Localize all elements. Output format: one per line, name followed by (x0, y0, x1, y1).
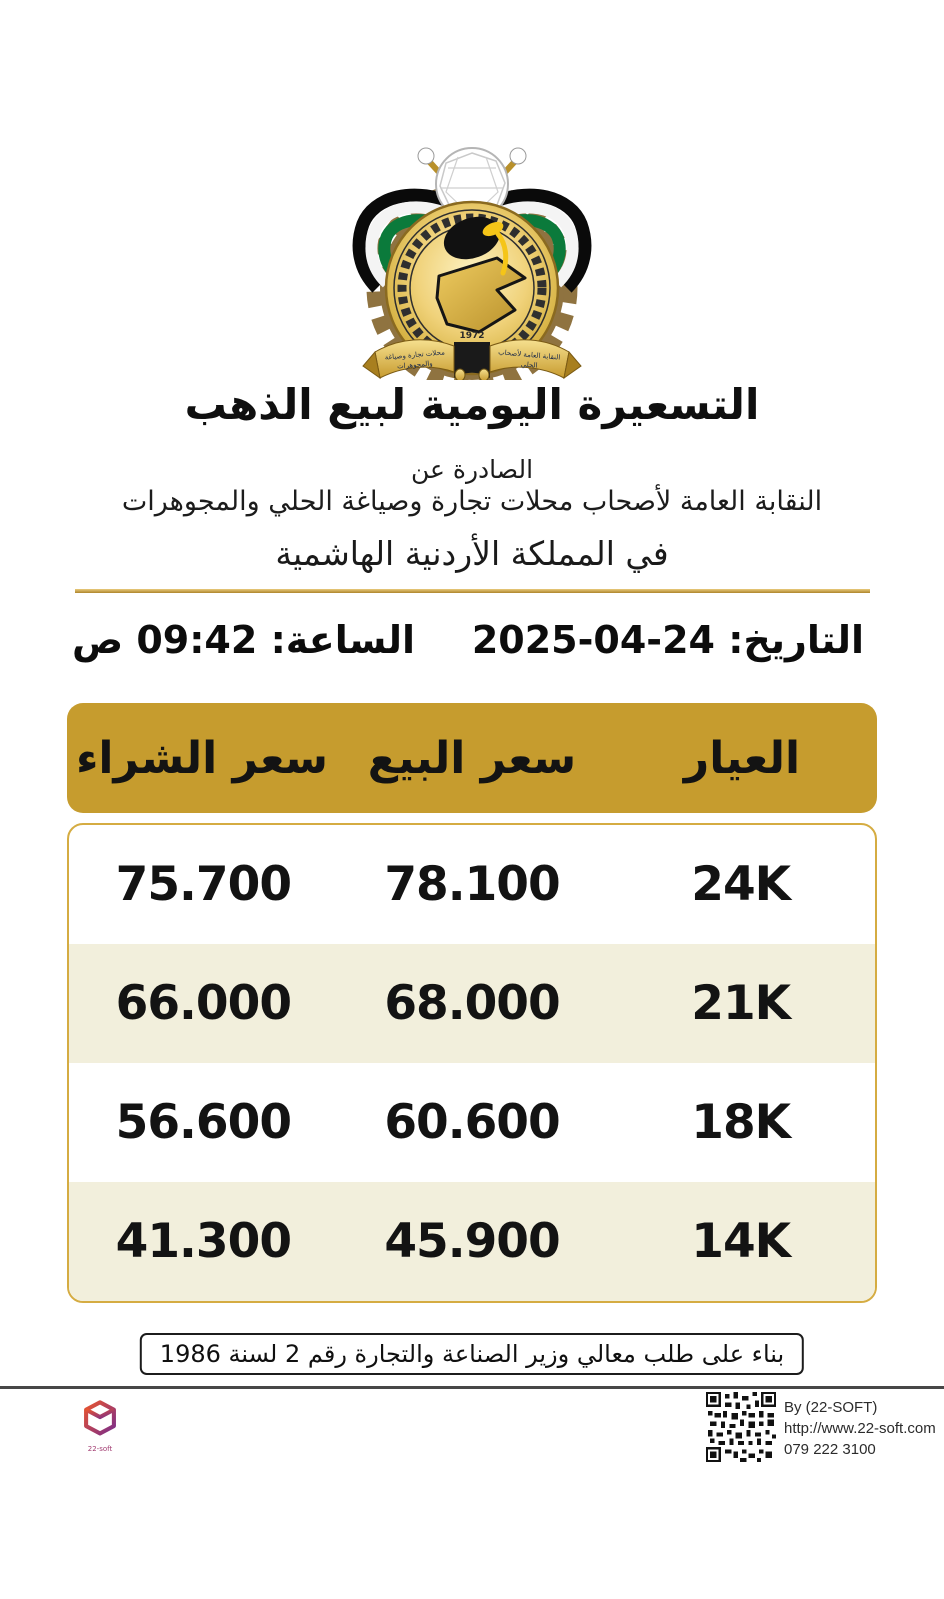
table-row-21k (69, 944, 875, 1063)
pole-tip-right (510, 148, 526, 164)
price-table-header (67, 703, 877, 813)
issued-by-label: الصادرة عن (410, 455, 534, 484)
sell-price-cell: 45.900 (384, 1214, 560, 1269)
date-label: التاريخ: (728, 618, 864, 662)
sell-column-header: سعر البيع (367, 732, 577, 784)
table-row-14k (69, 1182, 875, 1301)
karat-column-header: العيار (683, 732, 801, 784)
ribbon-text-left-1: محلات تجارة وصياغة (384, 348, 446, 362)
buy-price-cell: 75.700 (115, 857, 292, 912)
credits-phone: 079 222 3100 (784, 1441, 876, 1458)
time-label: الساعة: (270, 618, 415, 662)
karat-cell: 18K (691, 1095, 791, 1150)
karat-cell: 14K (691, 1214, 791, 1269)
buy-column-header: سعر الشراء (75, 732, 329, 784)
ribbon-text-right-2: الحلي (520, 360, 538, 370)
buy-price-cell: 66.000 (115, 976, 292, 1031)
date-field (472, 618, 864, 662)
page-title: التسعيرة اليومية لبيع الذهب (184, 380, 760, 429)
syndicate-emblem (347, 126, 597, 380)
datetime-row (72, 618, 864, 662)
country-name: في المملكة الأردنية الهاشمية (275, 534, 669, 573)
karat-cell: 21K (691, 976, 791, 1031)
pole-tip-left (418, 148, 434, 164)
table-row-24k (69, 825, 875, 944)
ministry-note: بناء على طلب معالي وزير الصناعة والتجارة رقم 2 لسنة 1986 (140, 1333, 804, 1375)
footer-separator (0, 1386, 944, 1389)
ribbon-text-right-1: النقابة العامة لأصحاب (497, 348, 561, 362)
syndicate-emblem-graphic (347, 126, 597, 380)
established-year: 1972 (459, 331, 485, 341)
credits-url: http://www.22-soft.com (784, 1420, 936, 1437)
table-row-18k (69, 1063, 875, 1182)
buy-price-cell: 56.600 (115, 1095, 292, 1150)
date-value: 24-04-2025 (471, 618, 715, 662)
cube-icon (82, 1399, 118, 1440)
time-field (72, 618, 415, 662)
qr-code (706, 1392, 776, 1462)
sell-price-cell: 60.600 (384, 1095, 560, 1150)
software-logo (80, 1399, 120, 1453)
buy-price-cell: 41.300 (115, 1214, 292, 1269)
sell-price-cell: 78.100 (384, 857, 560, 912)
time-value: 09:42 ص (72, 618, 258, 662)
price-table-body (67, 823, 877, 1303)
sell-price-cell: 68.000 (384, 976, 560, 1031)
credits-by: By (22-SOFT) (784, 1399, 878, 1416)
karat-cell: 24K (691, 857, 791, 912)
syndicate-name: النقابة العامة لأصحاب محلات تجارة وصياغة الحلي والمجوهرات (121, 486, 823, 517)
credits-block (784, 1397, 936, 1460)
software-logo-caption: 22-soft (87, 1445, 113, 1453)
ribbon-text-left-2: والمجوهرات (396, 359, 433, 371)
gold-divider (75, 589, 870, 593)
